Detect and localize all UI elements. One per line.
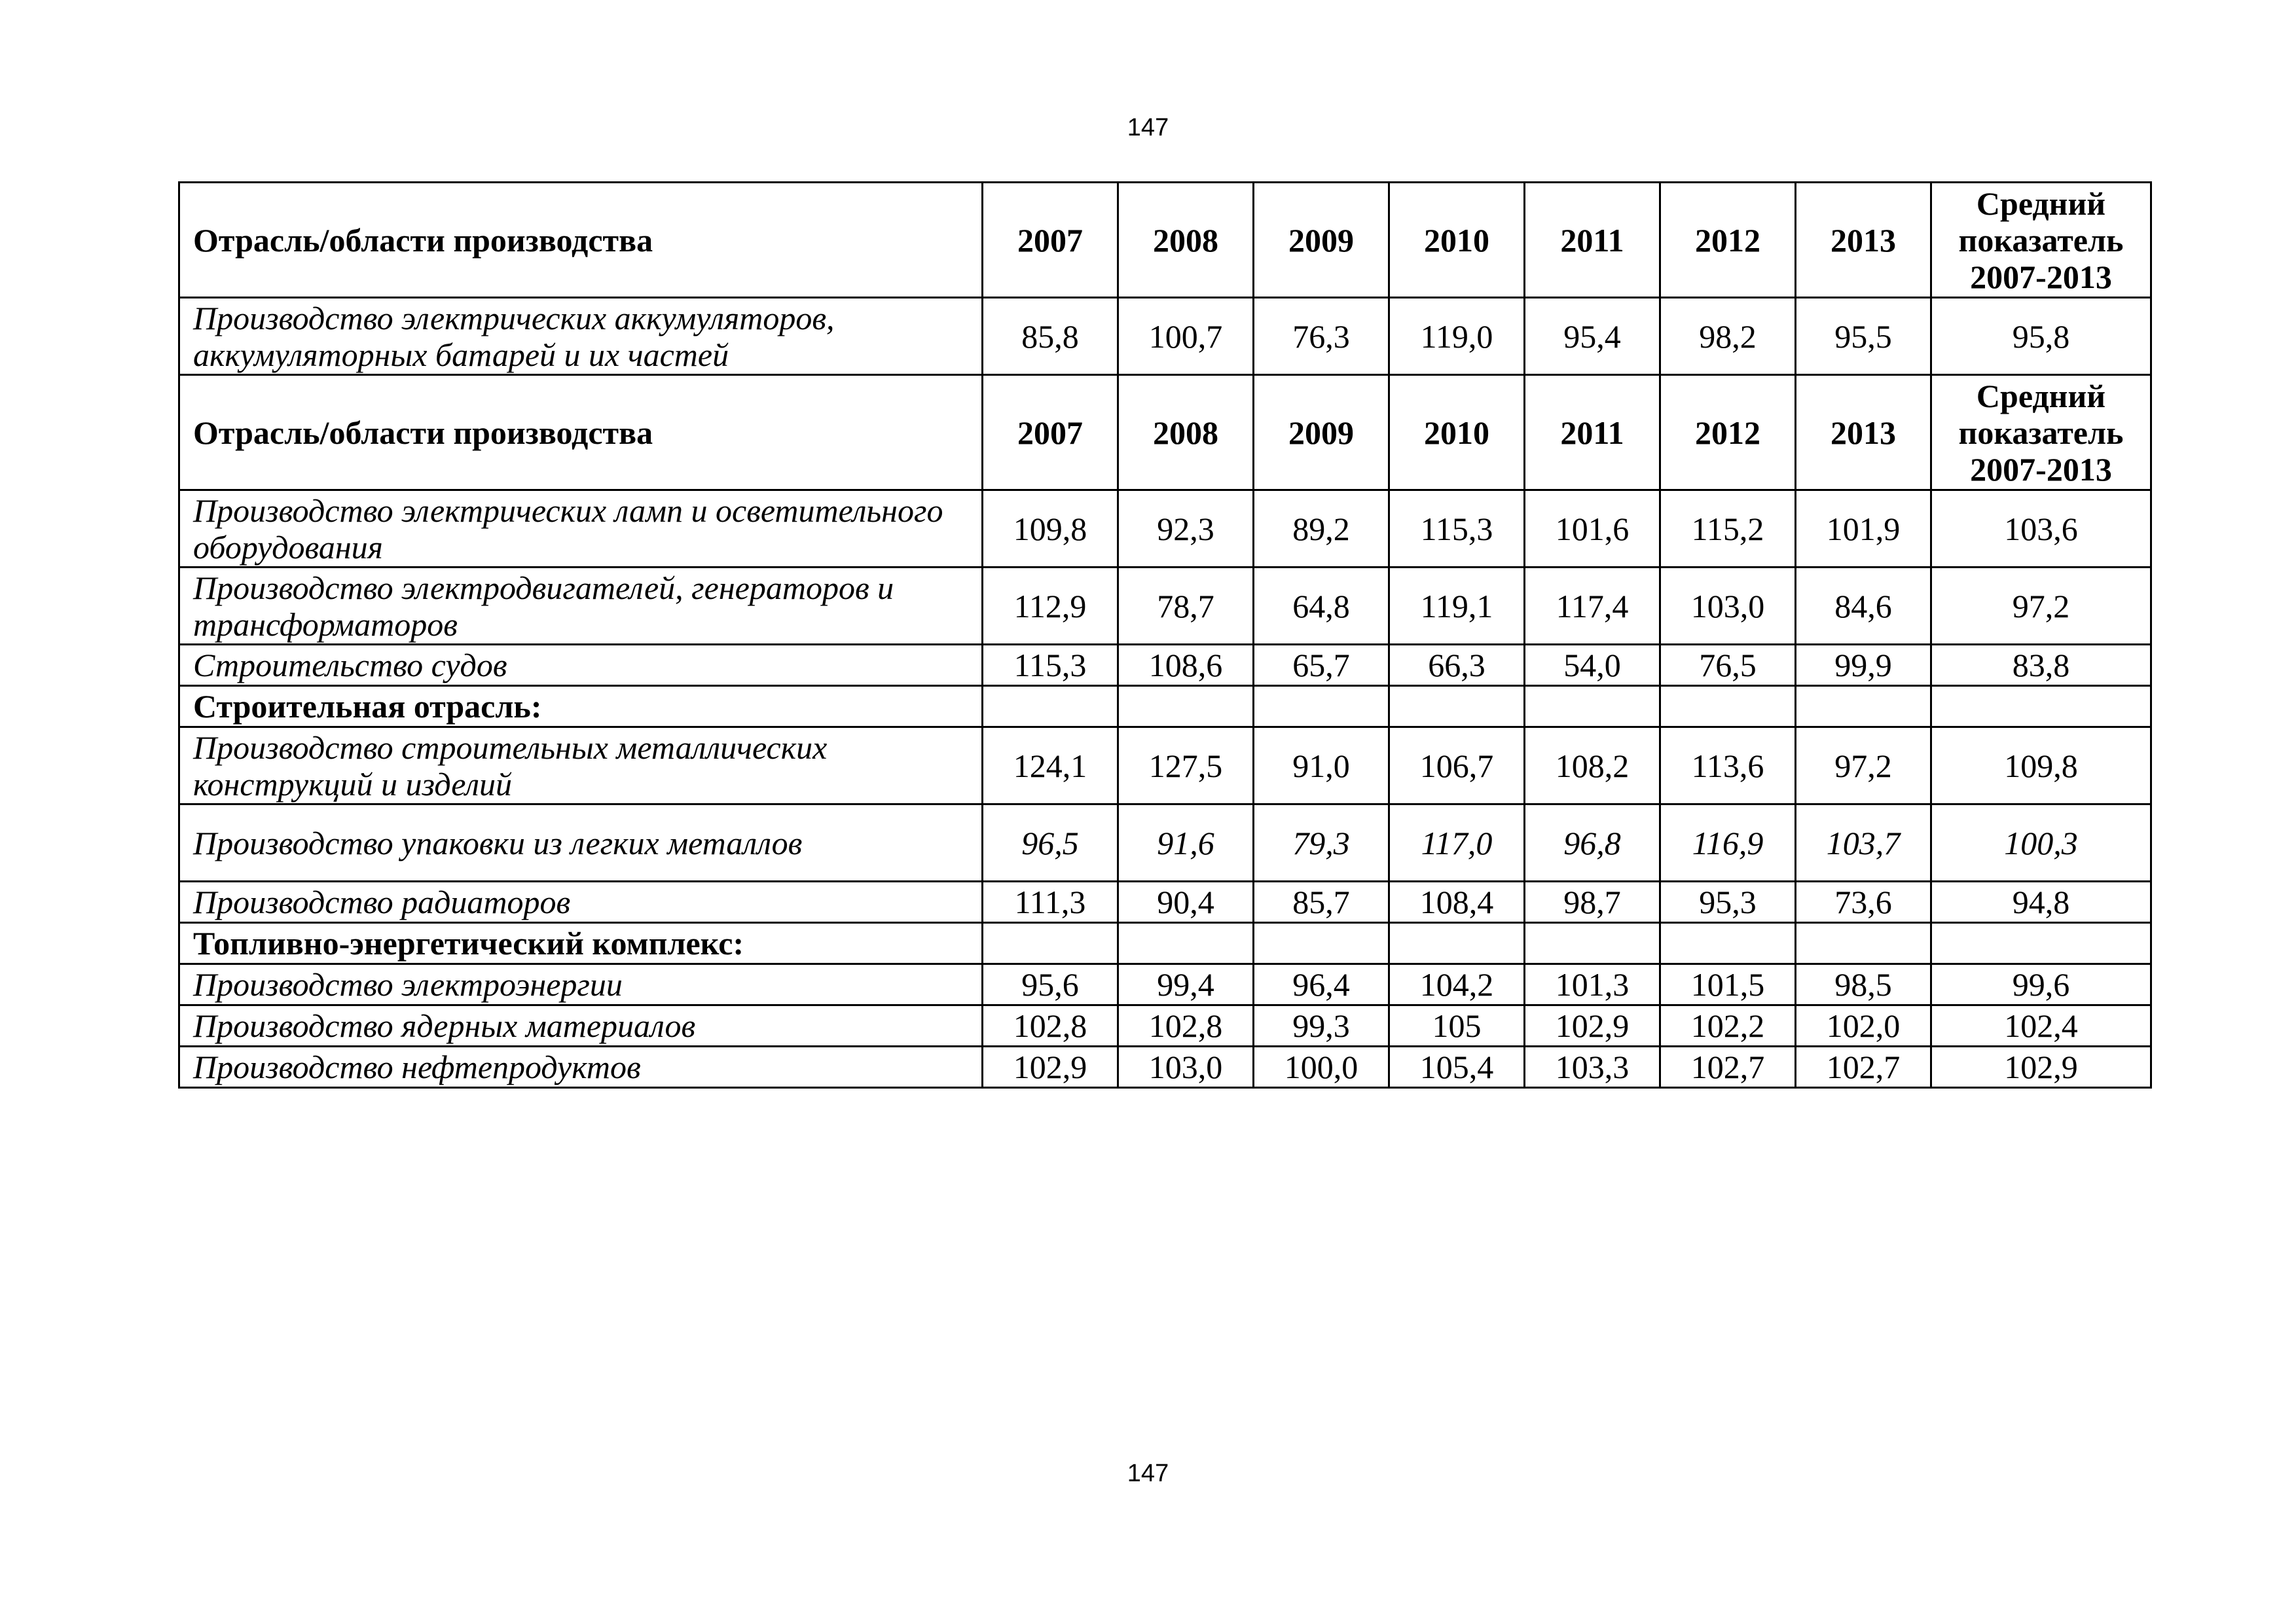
- value-cell-2012: 102,7: [1660, 1047, 1796, 1088]
- value-cell-2012: 103,0: [1660, 568, 1796, 645]
- value-cell-2009: 99,3: [1254, 1005, 1389, 1047]
- value-cell-2008: 127,5: [1118, 727, 1254, 804]
- table-row: [179, 490, 2151, 568]
- value-cell-2011: 98,7: [1525, 882, 1660, 923]
- table-row: [179, 298, 2151, 375]
- value-cell-2007: 109,8: [983, 490, 1118, 568]
- empty-cell: [1525, 686, 1660, 727]
- value-cell-2009: 64,8: [1254, 568, 1389, 645]
- table-row: [179, 964, 2151, 1005]
- value-cell-2008: 90,4: [1118, 882, 1254, 923]
- empty-cell: [1796, 923, 1931, 964]
- value-cell-2013: 102,0: [1796, 1005, 1931, 1047]
- header-average-avg_line3: 2007-2013: [1970, 450, 2112, 488]
- empty-cell: [983, 923, 1118, 964]
- header-average-avg_line2: показатель: [1958, 221, 2124, 259]
- value-cell-2008: 78,7: [1118, 568, 1254, 645]
- value-cell-2012: 115,2: [1660, 490, 1796, 568]
- value-cell-2007: 111,3: [983, 882, 1118, 923]
- value-cell-2011: 101,3: [1525, 964, 1660, 1005]
- value-cell-2009: 91,0: [1254, 727, 1389, 804]
- header-year-2009: 2009: [1254, 183, 1389, 298]
- empty-cell: [1118, 686, 1254, 727]
- section-row: [179, 923, 2151, 964]
- header-industry-label: Отрасль/области производства: [179, 183, 983, 298]
- header-year-2007: 2007: [983, 183, 1118, 298]
- empty-cell: [1796, 686, 1931, 727]
- value-cell-2012: 116,9: [1660, 804, 1796, 882]
- header-year-2012: 2012: [1660, 183, 1796, 298]
- table-row: [179, 645, 2151, 686]
- value-cell-2013: 102,7: [1796, 1047, 1931, 1088]
- value-cell-2009: 76,3: [1254, 298, 1389, 375]
- value-cell-2007: 102,9: [983, 1047, 1118, 1088]
- average-value-cell: 102,4: [1931, 1005, 2151, 1047]
- industry-name: Производство электроэнергии: [179, 964, 983, 1005]
- header-average-label: [1931, 375, 2151, 490]
- empty-cell: [1660, 686, 1796, 727]
- average-value-cell: 99,6: [1931, 964, 2151, 1005]
- average-value-cell: 94,8: [1931, 882, 2151, 923]
- value-cell-2013: 84,6: [1796, 568, 1931, 645]
- industry-name: Производство электрических ламп и осветительного оборудования: [179, 490, 983, 568]
- value-cell-2011: 95,4: [1525, 298, 1660, 375]
- value-cell-2009: 89,2: [1254, 490, 1389, 568]
- table-row: [179, 1047, 2151, 1088]
- average-value-cell: 95,8: [1931, 298, 2151, 375]
- value-cell-2010: 66,3: [1389, 645, 1525, 686]
- average-value-cell: 102,9: [1931, 1047, 2151, 1088]
- value-cell-2013: 95,5: [1796, 298, 1931, 375]
- header-year-2013: 2013: [1796, 375, 1931, 490]
- value-cell-2013: 98,5: [1796, 964, 1931, 1005]
- value-cell-2011: 102,9: [1525, 1005, 1660, 1047]
- table-body: [179, 183, 2151, 1088]
- average-value-cell: 103,6: [1931, 490, 2151, 568]
- header-average-avg_line1: Средний: [1976, 185, 2106, 222]
- table-row: [179, 1005, 2151, 1047]
- value-cell-2012: 101,5: [1660, 964, 1796, 1005]
- empty-cell: [1931, 923, 2151, 964]
- table-row: [179, 882, 2151, 923]
- value-cell-2011: 108,2: [1525, 727, 1660, 804]
- header-year-2013: 2013: [1796, 183, 1931, 298]
- empty-cell: [1254, 686, 1389, 727]
- value-cell-2009: 79,3: [1254, 804, 1389, 882]
- header-year-2011: 2011: [1525, 183, 1660, 298]
- value-cell-2012: 76,5: [1660, 645, 1796, 686]
- value-cell-2011: 117,4: [1525, 568, 1660, 645]
- production-index-table: [178, 181, 2152, 1089]
- industry-name: Производство электродвигателей, генераторов и трансформаторов: [179, 568, 983, 645]
- value-cell-2008: 108,6: [1118, 645, 1254, 686]
- value-cell-2013: 103,7: [1796, 804, 1931, 882]
- header-year-2012: 2012: [1660, 375, 1796, 490]
- value-cell-2011: 101,6: [1525, 490, 1660, 568]
- value-cell-2010: 105,4: [1389, 1047, 1525, 1088]
- empty-cell: [1118, 923, 1254, 964]
- header-year-2008: 2008: [1118, 183, 1254, 298]
- empty-cell: [1254, 923, 1389, 964]
- value-cell-2012: 98,2: [1660, 298, 1796, 375]
- value-cell-2007: 112,9: [983, 568, 1118, 645]
- header-year-2009: 2009: [1254, 375, 1389, 490]
- value-cell-2007: 96,5: [983, 804, 1118, 882]
- value-cell-2008: 99,4: [1118, 964, 1254, 1005]
- value-cell-2007: 102,8: [983, 1005, 1118, 1047]
- header-average-avg_line2: показатель: [1958, 414, 2124, 451]
- average-value-cell: 97,2: [1931, 568, 2151, 645]
- average-value-cell: 100,3: [1931, 804, 2151, 882]
- header-year-2010: 2010: [1389, 183, 1525, 298]
- table-header-row: [179, 375, 2151, 490]
- empty-cell: [1931, 686, 2151, 727]
- section-title: Топливно-энергетический комплекс:: [179, 923, 983, 964]
- value-cell-2009: 100,0: [1254, 1047, 1389, 1088]
- header-year-2010: 2010: [1389, 375, 1525, 490]
- section-row: [179, 686, 2151, 727]
- value-cell-2010: 119,0: [1389, 298, 1525, 375]
- table-row: [179, 727, 2151, 804]
- value-cell-2007: 95,6: [983, 964, 1118, 1005]
- value-cell-2008: 103,0: [1118, 1047, 1254, 1088]
- value-cell-2010: 117,0: [1389, 804, 1525, 882]
- page-number-bottom: 147: [1127, 1460, 1169, 1487]
- industry-name: Производство упаковки из легких металлов: [179, 804, 983, 882]
- value-cell-2007: 85,8: [983, 298, 1118, 375]
- header-industry-label: Отрасль/области производства: [179, 375, 983, 490]
- value-cell-2010: 108,4: [1389, 882, 1525, 923]
- table-row: [179, 568, 2151, 645]
- table-header-row: [179, 183, 2151, 298]
- value-cell-2009: 96,4: [1254, 964, 1389, 1005]
- industry-name: Производство радиаторов: [179, 882, 983, 923]
- header-year-2007: 2007: [983, 375, 1118, 490]
- empty-cell: [1389, 923, 1525, 964]
- header-year-2011: 2011: [1525, 375, 1660, 490]
- average-value-cell: 83,8: [1931, 645, 2151, 686]
- value-cell-2010: 119,1: [1389, 568, 1525, 645]
- value-cell-2010: 115,3: [1389, 490, 1525, 568]
- value-cell-2009: 65,7: [1254, 645, 1389, 686]
- value-cell-2011: 54,0: [1525, 645, 1660, 686]
- value-cell-2008: 102,8: [1118, 1005, 1254, 1047]
- value-cell-2007: 115,3: [983, 645, 1118, 686]
- value-cell-2012: 95,3: [1660, 882, 1796, 923]
- value-cell-2010: 105: [1389, 1005, 1525, 1047]
- header-average-avg_line3: 2007-2013: [1970, 258, 2112, 295]
- industry-name: Производство электрических аккумуляторов, аккумуляторных батарей и их частей: [179, 298, 983, 375]
- value-cell-2012: 102,2: [1660, 1005, 1796, 1047]
- value-cell-2013: 97,2: [1796, 727, 1931, 804]
- table-row: [179, 804, 2151, 882]
- average-value-cell: 109,8: [1931, 727, 2151, 804]
- value-cell-2013: 99,9: [1796, 645, 1931, 686]
- industry-name: Производство строительных металлических конструкций и изделий: [179, 727, 983, 804]
- industry-name: Производство нефтепродуктов: [179, 1047, 983, 1088]
- value-cell-2013: 73,6: [1796, 882, 1931, 923]
- header-year-2008: 2008: [1118, 375, 1254, 490]
- value-cell-2013: 101,9: [1796, 490, 1931, 568]
- value-cell-2008: 100,7: [1118, 298, 1254, 375]
- value-cell-2007: 124,1: [983, 727, 1118, 804]
- section-title: Строительная отрасль:: [179, 686, 983, 727]
- empty-cell: [983, 686, 1118, 727]
- value-cell-2008: 91,6: [1118, 804, 1254, 882]
- value-cell-2009: 85,7: [1254, 882, 1389, 923]
- industry-name: Производство ядерных материалов: [179, 1005, 983, 1047]
- empty-cell: [1660, 923, 1796, 964]
- empty-cell: [1525, 923, 1660, 964]
- header-average-avg_line1: Средний: [1976, 377, 2106, 414]
- value-cell-2008: 92,3: [1118, 490, 1254, 568]
- page-number-top: 147: [1127, 114, 1169, 141]
- value-cell-2010: 104,2: [1389, 964, 1525, 1005]
- value-cell-2012: 113,6: [1660, 727, 1796, 804]
- industry-name: Строительство судов: [179, 645, 983, 686]
- value-cell-2010: 106,7: [1389, 727, 1525, 804]
- value-cell-2011: 103,3: [1525, 1047, 1660, 1088]
- value-cell-2011: 96,8: [1525, 804, 1660, 882]
- header-average-label: [1931, 183, 2151, 298]
- empty-cell: [1389, 686, 1525, 727]
